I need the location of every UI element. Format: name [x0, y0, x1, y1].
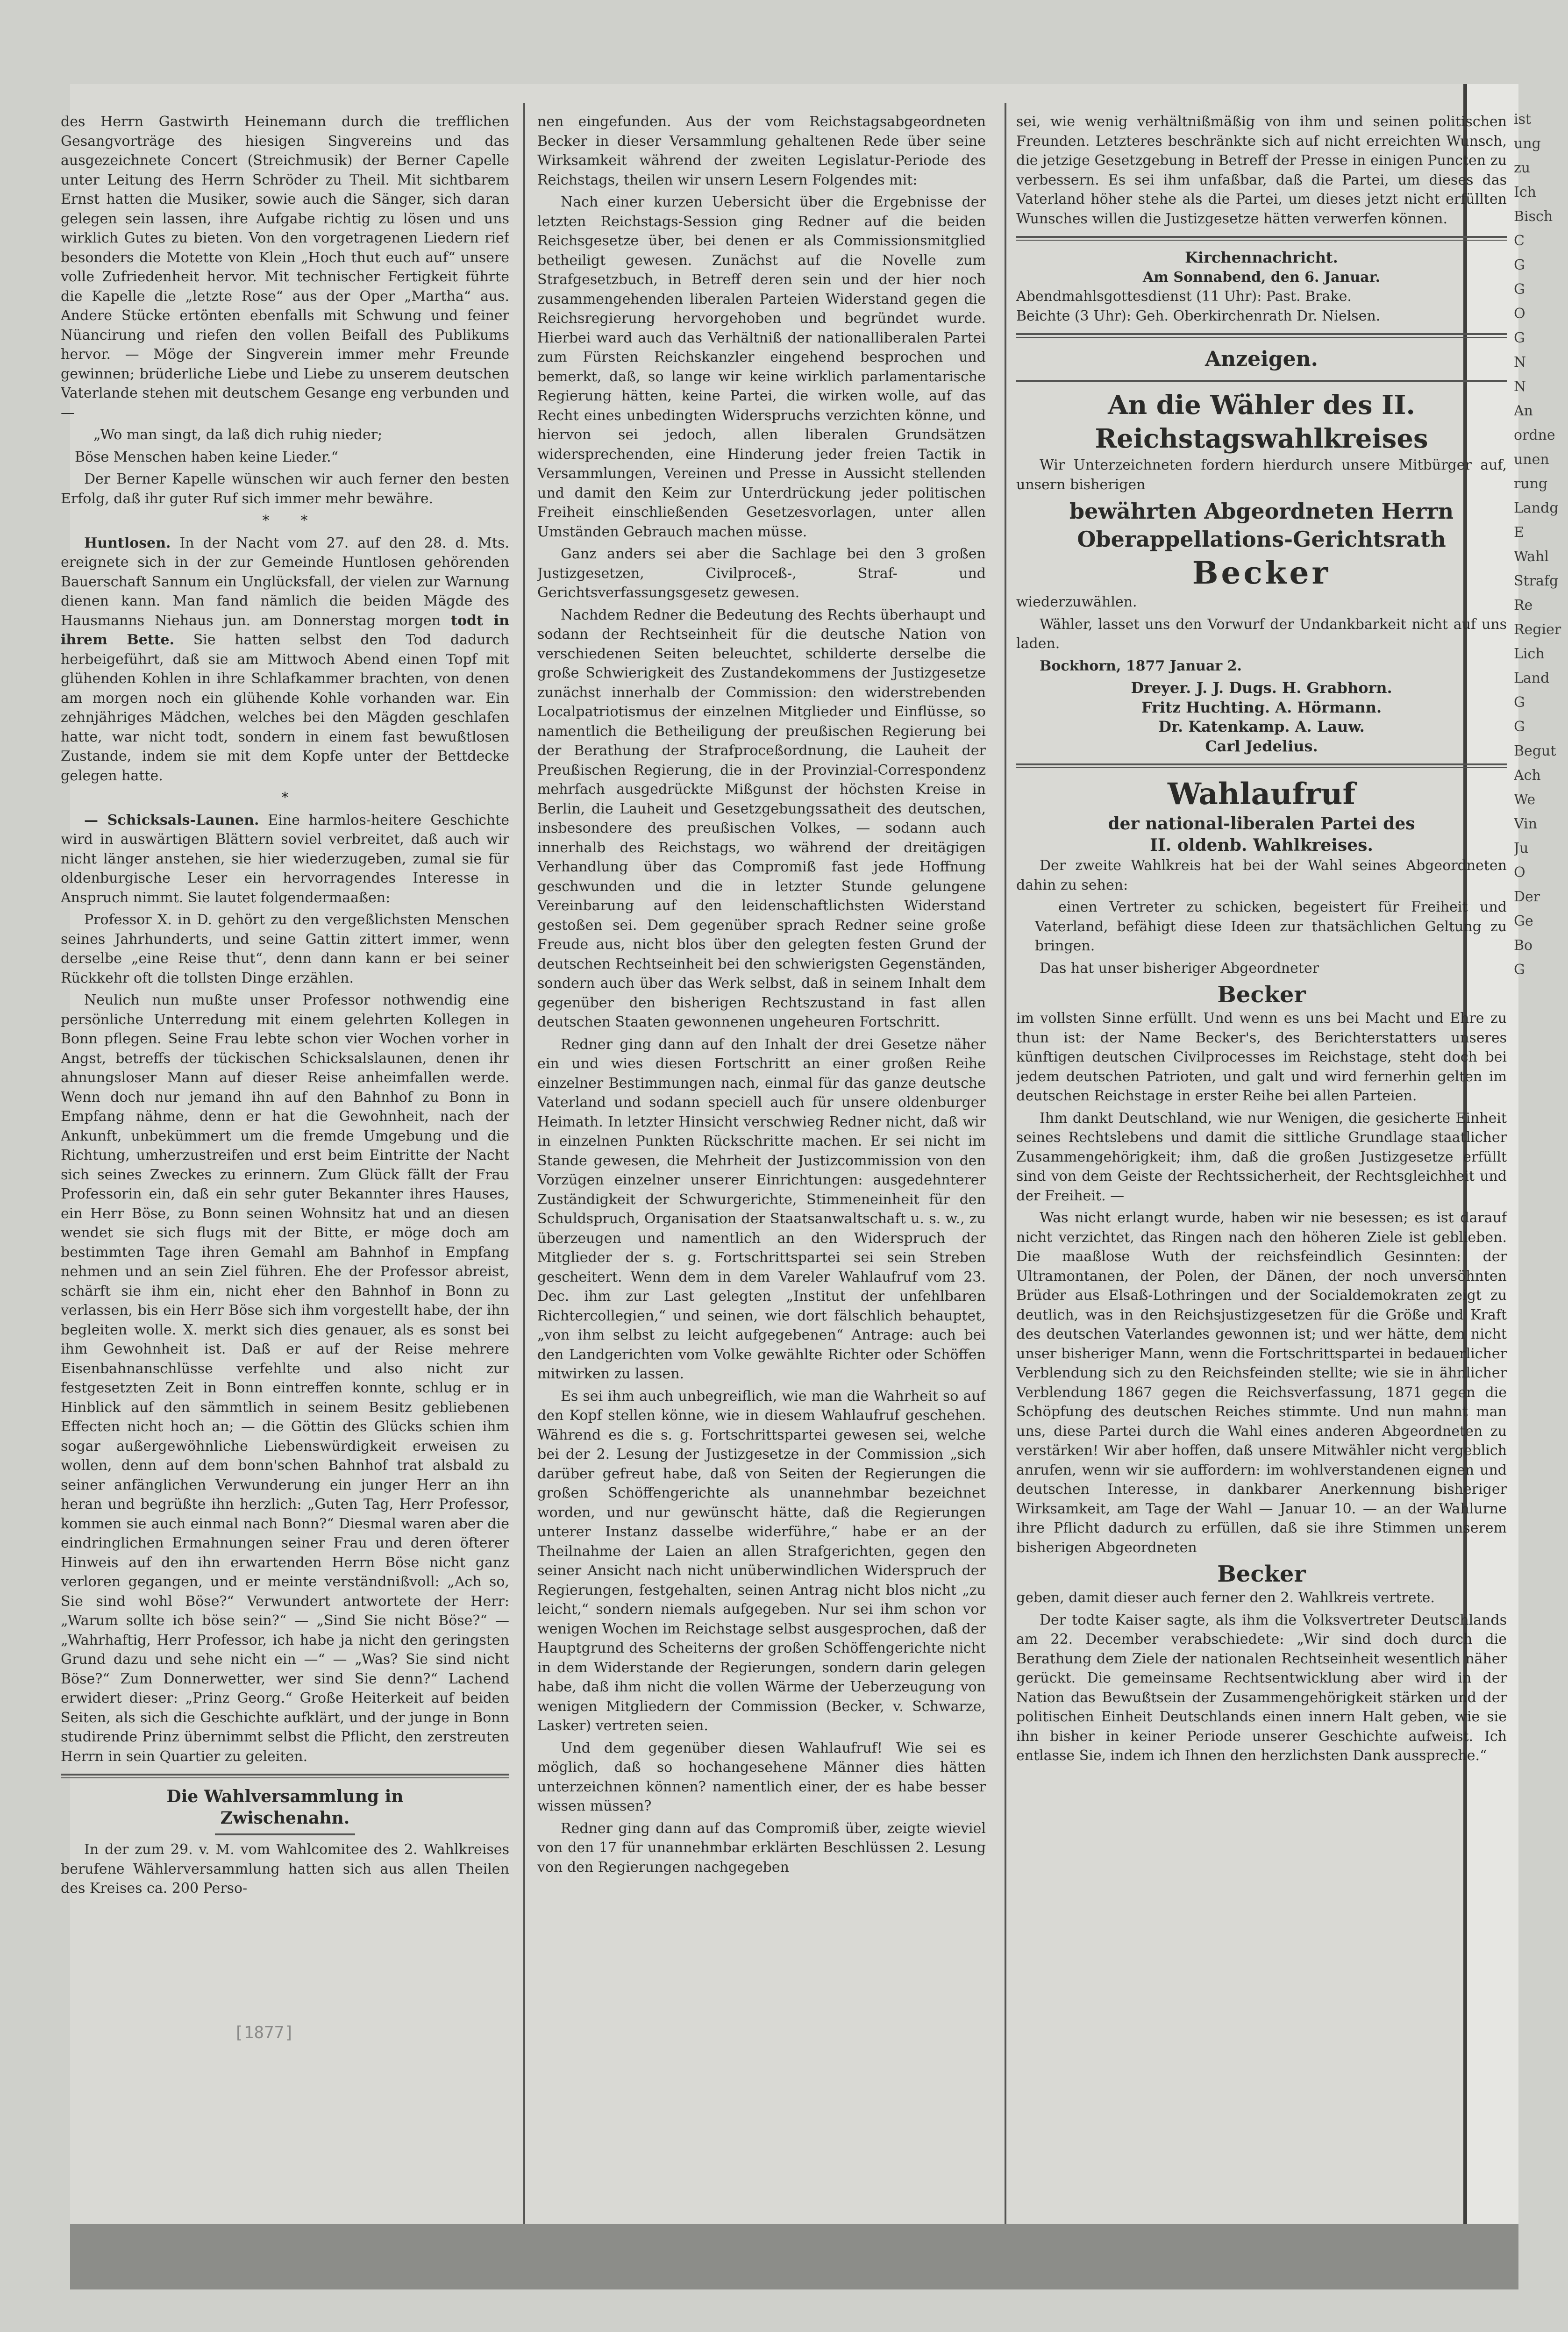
fragment-word: Ach	[1514, 767, 1541, 784]
news-item: Huntlosen. In der Nacht vom 27. auf den 28. d. Mts. ereignete sich in der zur Gemeinde Huntlosen gehörenden Bauerschaft Sannum ein Unglücksfall, der vielen zur Warnung dienen kann. Man fand nämlich die beiden Mägde des Hausmanns Niehaus jun. am Donnerstag morgen todt in ihrem Bette. Sie hatten selbst den Tod dadurch herbeigeführt, daß sie am Mittwoch Abend einen Topf mit glühenden Kohlen in ihre Schlafkammer brachten, von denen am morgen noch ein glühende Kohle vorhanden war. Ein zehnjähriges Mädchen, welches bei den Mägden geschlafen hatte, war nicht todt, sondern in einem fast bewußtlosen Zustande, indem sie mit dem Kopfe unter der Bettdecke gelegen hatte.	[61, 535, 509, 784]
column-1	[61, 112, 509, 2243]
ad-signatures: Carl Jedelius.	[1205, 737, 1318, 755]
fragment-word: We	[1514, 792, 1536, 808]
next-page-fragments	[1514, 107, 1565, 2210]
article-text: Nach einer kurzen Uebersicht über die Ergebnisse der letzten Reichstags-Session ging Redner auf die beiden Reichsgesetze über, bei denen er als Commissionsmitglied betheiligt gewesen. Zunächst auf die Novelle zum Strafgesetzbuch, in Betreff deren sein und der hier noch zusammengehenden liberalen Parteien Widerstand gegen die Reichsregierung hervorgehoben und begründet wurde. Hierbei ward auch das Verhältniß der nationalliberalen Partei zum Fürsten Reichskanzler eingehend besprochen und bemerkt, daß, so lange wir keine wirklich parlamentarische Regierung hätten, keine Partei, die wirken wolle, auf das Recht eines unbedingten Widerspruchs verzichten könne, und hiervon sei jedoch, allen liberalen Grundsätzen widersprechenden, eine Hinderung jeder freien Tactik in Versammlungen, Vereinen und Presse in Aussicht stellenden und damit den Keim zur Unterdrückung jeder politischen Freiheit einschließenden Gesetzesvorlagen, unter allen Umständen Gebrauch machen müsse.	[537, 194, 986, 540]
ad-text: im vollsten Sinne erfüllt. Und wenn es uns bei Macht und Ehre zu thun ist: der Name Becker's, des Berichterstatters unseres künftigen deutschen Civilprocesses im Reichstage, steht doch bei jedem deutschen Patrioten, und galt und wird fernerhin gelten im deutschen Reichstage in erster Reihe bei allen Parteien.	[1016, 1010, 1507, 1104]
fragment-word: O	[1514, 306, 1525, 322]
ad-candidate-name: Becker	[1217, 1561, 1306, 1587]
ad-subheadline: der national-liberalen Partei des	[1108, 814, 1415, 834]
fragment-word: Landg	[1514, 500, 1559, 516]
church-notice-title: Kirchennachricht.	[1185, 249, 1338, 266]
fragment-word: O	[1514, 864, 1525, 881]
fragment-word: G	[1514, 962, 1525, 978]
ad-headline: Reichstagswahlkreises	[1095, 423, 1428, 454]
poem-line: „Wo man singt, da laß dich ruhig nieder;	[93, 427, 383, 443]
section-rule	[61, 1774, 509, 1778]
fragment-word: Bisch	[1514, 208, 1553, 225]
ads-heading: Anzeigen.	[1205, 347, 1318, 371]
ad-place-date: Bockhorn, 1877 Januar 2.	[1040, 657, 1242, 674]
article-heading: Die Wahlversammlung in	[166, 1787, 404, 1806]
fragment-word: G	[1514, 694, 1525, 711]
ad-headline: Wahlaufruf	[1168, 777, 1355, 812]
fragment-word: G	[1514, 281, 1525, 298]
ad-signatures: Fritz Huchting. A. Hörmann.	[1141, 698, 1382, 716]
ad-text: Der todte Kaiser sagte, als ihm die Volksvertreter Deutschlands am 22. December verabschiedete: „Wir sind doch durch die Berathung dem Ziele der nationalen Rechtseinheit wesentlich näher gerückt. Die gemeinsame Rechtsentwicklung aber wird in der Nation das Bewußtsein der Zusammengehörigkeit stärken und der politischen Einheit Deutschlands einen innern Halt geben, wie sie ihn bisher in keiner Periode unserer Geschichte aufweist. Ich entlasse Sie, indem ich Ihnen den herzlichsten Dank ausspreche.“	[1016, 1612, 1507, 1764]
column-rule-2	[1005, 103, 1006, 2224]
fragment-word: Ge	[1514, 913, 1533, 929]
fragment-word: N	[1514, 378, 1526, 395]
fragment-word: zu	[1514, 160, 1531, 176]
fragment-word: Ich	[1514, 184, 1536, 200]
ad-candidate-name: Becker	[1217, 982, 1306, 1008]
column-3	[1016, 112, 1507, 2243]
article-text: des Herrn Gastwirth Heinemann durch die trefflichen Gesangvorträge des hiesigen Singvereins und das ausgezeichnete Concert (Streichmusik) der Berner Capelle unter Leitung des Herrn Schröder zu Theil. Mit sichtbarem Ernst hatten die Musiker, sowie auch die Sänger, sich daran gelegen sein lassen, ihre Aufgabe richtig zu lösen und uns wirklich Gutes zu bieten. Von den vorgetragenen Liedern rief besonders die Motette von Klein „Hoch thut euch auf“ unsere volle Zufriedenheit hervor. Mit technischer Fertigkeit führte die Kapelle die „letzte Rose“ aus der Oper „Martha“ aus. Andere Stücke ertönten ebenfalls mit Schwung und feiner Nüancirung und riefen den vollen Beifall des Publikums hervor. — Möge der Singverein immer mehr Freunde gewinnen; brüderliche Liebe und Liebe zu unserem deutschen Vaterlande stehen mit deutschem Gesange eng verbunden und —	[61, 114, 509, 421]
fragment-word: Lich	[1514, 646, 1545, 662]
fragment-word: G	[1514, 330, 1525, 346]
ad-text: Wir Unterzeichneten fordern hierdurch unsere Mitbürger auf, unsern bisherigen	[1016, 457, 1507, 493]
ad-rule	[1016, 380, 1507, 382]
ad-subheadline: II. oldenb. Wahlkreises.	[1150, 835, 1373, 855]
news-item: — Schicksals-Launen. Eine harmlos-heitere Geschichte wird in auswärtigen Blättern soviel verbreitet, daß auch wir nicht länger anstehen, sie hier wiederzugeben, zumal sie für oldenburgische Leser ein hervorragendes Interesse in Anspruch nimmt. Sie lautet folgendermaaßen:	[61, 812, 509, 906]
fragment-word: C	[1514, 233, 1525, 249]
article-text: Ganz anders sei aber die Sachlage bei den 3 großen Justizgesetzen, Civilproceß-, Straf- und Gerichtsverfassungsgesetz gewesen.	[537, 546, 986, 601]
article-text: Redner ging dann auf das Compromiß über, zeigte wieviel von den 17 für unannehmbar erklärten Beschlüssen 2. Lesung von den Regierungen nachgegeben	[537, 1820, 986, 1876]
ad-candidate-name: Becker	[1192, 555, 1331, 591]
archive-stamp: [1877]	[234, 2023, 295, 2042]
ad-text: Wähler, lasset uns den Vorwurf der Undankbarkeit nicht auf uns laden.	[1016, 616, 1507, 652]
asterism: * *	[262, 513, 308, 529]
fragment-word: unen	[1514, 451, 1549, 468]
fragment-word: Ju	[1514, 840, 1529, 856]
article-text: Es sei ihm auch unbegreiflich, wie man die Wahrheit so auf den Kopf stellen könne, wie in diesem Wahlaufruf geschehen. Während es die s. g. Fortschrittspartei gewesen sei, welche bei der 2. Lesung der Justizgesetze in der Commission „sich darüber gefreut habe, daß von Seiten der Regierungen die großen Schöffengerichte als unannehmbar bezeichnet worden, und nur gewünscht hätte, daß die Regierungen unterer Instanz dasselbe widerführe,“ habe er an der Theilnahme der Laien an allen Strafgerichten, gegen den seiner Ansicht nach nicht unüberwindlichen Widerspruch der Regierungen, festgehalten, seinen Antrag nicht blos nicht „zu leicht,“ sondern niemals aufgegeben. Nur sei ihm schon vor wenigen Wochen im Reichstage selbst ausgesprochen, daß der Hauptgrund des Scheiterns der großen Schöffengerichte nicht in dem Widerstande der Regierungen, sondern darin gelegen habe, daß ihm nicht die vollen Wärme der Ueberzeugung von wenigen Mitgliedern der Commission (Becker, v. Schwarze, Lasker) vertreten seien.	[537, 1388, 986, 1734]
fragment-word: Der	[1514, 889, 1540, 905]
fragment-word: N	[1514, 354, 1526, 371]
article-text: Nachdem Redner die Bedeutung des Rechts überhaupt und sodann der Rechtseinheit für die deutsche Nation von verschiedenen Seiten beleuchtet, schilderte derselbe die große Schwierigkeit des Zustandekommens der Justizgesetze zunächst innerhalb der Commission: den widerstrebenden Localpatriotismus der einzelnen Mitglieder und Einflüsse, so namentlich die Betheiligung der preußischen Regierung bei der Berathung der Strafproceßordnung, die Lauheit der Preußischen Regierung, die in der Provinzial-Correspondenz mehrfach ausgedrückte Mißgunst der höchsten Kreise in Berlin, die Lauheit und Gesetzgebungssatheit des deutschen, insbesondere des preußischen Volkes, — sodann auch innerhalb des Reichstags, wo während der dreitägigen Verhandlung über das Compromiß fast jede Hoffnung geschwunden und die in letzter Stunde gelungene Vereinbarung auf den leidenschaftlichsten Widerstand gestoßen sei. Dem gegenüber sprach Redner seine große Freude aus, nicht blos über den gelegten festen Grund der deutschen Rechtseinheit bei den schwierigsten Gegenständen, sondern auch über das Werk selbst, daß in seinem Inhalt dem gegenüber den bisherigen Rechtszustand in fast allen deutschen Staaten gewonnenen ungeheuren Fortschritt.	[537, 606, 986, 1030]
fragment-word: ist	[1514, 111, 1532, 128]
ad-signatures: Dreyer. J. J. Dugs. H. Grabhorn.	[1131, 679, 1392, 697]
fragment-word: Vin	[1514, 816, 1538, 832]
article-text: sei, wie wenig verhältnißmäßig von ihm und seinen politischen Freunden. Letzteres beschränkte sich auf nicht erreichten Wunsch, die jetzige Gesetzgebung in Betreff der Presse in einigen Puncten zu verbessern. Es sei ihm unfaßbar, daß die Partei, um dieses das Vaterland höher stehe als die Partei, um dieses jetzt nicht erfüllten Wunsches willen die Justizgesetze hätten verwerfen können.	[1016, 114, 1507, 227]
ad-headline: An die Wähler des II.	[1108, 390, 1415, 421]
ad-text: einen Vertreter zu schicken, begeistert für Freiheit und Vaterland, befähigt diese Ideen zur thatsächlichen Geltung zu bringen.	[1035, 899, 1507, 954]
ad-signatures: Dr. Katenkamp. A. Lauw.	[1158, 718, 1365, 735]
fragment-word: Begut	[1514, 743, 1556, 759]
column-2	[537, 112, 986, 2243]
church-notice-date: Am Sonnabend, den 6. Januar.	[1142, 269, 1381, 285]
fragment-word: ordne	[1514, 427, 1555, 443]
column-rule-1	[523, 103, 525, 2224]
ad-text: Was nicht erlangt wurde, haben wir nie besessen; es ist darauf nicht verzichtet, das Ringen nach den höheren Ziele ist geblieben. Die maaßlose Wuth der reichsfeindlich Gesinnten: der Ultramontanen, der Polen, der Dänen, der noch unversöhnten Brüder aus Elsaß-Lothringen und der Socialdemokraten zeigt zu deutlich, was in den Reichsjustizgesetzen für die Größe und Kraft des deutschen Vaterlandes gewonnen ist; und wer hätte, dem nicht unser bisheriger Mann, wenn die Fortschrittspartei in bedauerlicher Verblendung sich zu den Reichsfeinden stellte; wie sie in ähnlicher Verblendung 1867 gegen die Reichsverfassung, 1871 gegen die Schöpfung des deutschen Reiches stimmte. Und nun mahnt man uns, diese Partei durch die Wahl eines anderen Abgeordneten zu verstärken! Wir aber hoffen, daß unsere Mitwähler nicht vergeblich anrufen, wenn wir sie auffordern: im wohlverstandenen eignen und deutschen Interesse, in dankbarer Anerkennung bisheriger Wirksamkeit, am Tage der Wahl — Januar 10. — an der Wahlurne ihre Pflicht dadurch zu erfüllen, daß sie ihre Stimmen unserem bisherigen Abgeordneten	[1016, 1210, 1507, 1556]
article-text: Professor X. in D. gehört zu den vergeßlichsten Menschen seines Jahrhunderts, und seine Gattin zittert immer, wenn derselbe „eine Reise thut“, denn dann kann er bei seiner Rückkehr oft die tollsten Dinge erzählen.	[61, 912, 509, 986]
short-rule	[215, 1833, 355, 1835]
fragment-word: rung	[1514, 476, 1548, 492]
news-item-lead: — Schicksals-Launen.	[84, 812, 259, 828]
fragment-word: Land	[1514, 670, 1550, 686]
ad-subheadline: Oberappellations-Gerichtsrath	[1077, 527, 1446, 552]
ad-text: geben, damit dieser auch ferner den 2. Wahlkreis vertrete.	[1016, 1590, 1435, 1606]
article-heading: Zwischenahn.	[220, 1808, 350, 1828]
article-text: Redner ging dann auf den Inhalt der drei Gesetze näher ein und wies diesen Fortschritt an einer großen Reihe einzelner Bestimmungen nach, einmal für das ganze deutsche Vaterland und sodann speciell auch für unsere oldenburger Heimath. In letzter Hinsicht verschwieg Redner nicht, daß wir in einzelnen Punkten Rückschritte machen. Er sei nicht im Stande gewesen, die Mehrheit der Justizcommission von den Vorzügen einzelner unserer Einrichtungen: ausgedehnterer Zuständigkeit der Schwurgerichte, Stimmeneinheit für den Schuldspruch, Organisation der Staatsanwaltschaft u. s. w., zu überzeugen und namentlich an den Widerspruch der Mitglieder der s. g. Fortschrittspartei sei sein Streben gescheitert. Wenn dem in dem Vareler Wahlaufruf vom 23. Dec. ihm zur Last gelegten „Institut der unfehlbaren Richtercollegien,“ und seinen, wie dort fälschlich behauptet, „von ihm selbst zu leicht aufgegebenen“ Antrage: auch bei den Landgerichten vom Volke gewählte Richter oder Schöffen mitwirken zu lassen.	[537, 1036, 986, 1382]
church-notice-line: Beichte (3 Uhr): Geh. Oberkirchenrath Dr. Nielsen.	[1016, 307, 1381, 324]
section-rule	[1016, 333, 1507, 338]
article-text: Und dem gegenüber diesen Wahlaufruf! Wie sei es möglich, daß so hochangesehene Männer dies hätten unterzeichnen können? namentlich einer, der es habe besser wissen müssen?	[537, 1740, 986, 1814]
fragment-word: Strafg	[1514, 573, 1559, 589]
article-text: Neulich nun mußte unser Professor nothwendig eine persönliche Unterredung mit einem gelehrten Kollegen in Bonn pflegen. Seine Frau lebte schon vier Wochen vorher in Angst, betreffs der tückischen Schicksalslaunen, denen ihr ahnungsloser Mann auf dieser Reise anheimfallen werde. Wenn doch nur jemand ihn auf den Bahnhof zu Bonn in Empfang nähme, denn er hat die Gewohnheit, nach der Ankunft, unbekümmert um die fremde Umgebung und die Richtung, umherzustreifen und erst beim Eintritte der Nacht sich seines Zweckes zu erinnern. Zum Glück fällt der Frau Professorin ein, daß ein sehr guter Bekannter ihres Hauses, ein Herr Böse, zu Bonn seinen Wohnsitz hat und an diesen wendet sie sich flugs mit der Bitte, er möge doch am bestimmten Tage ihren Gemahl am Bahnhof in Empfang nehmen und an sein Ziel führen. Ehe der Professor abreist, schärft sie ihm ein, nicht eher den Bahnhof in Bonn zu verlassen, bis ein Herr Böse sich ihm vorgestellt habe, der ihn begleiten wolle. X. merkt sich dies genauer, als es sonst bei ihm Gewohnheit ist. Daß er auf der Reise mehrere Eisenbahnanschlüsse verfehlte und also nicht zur festgesetzten Zeit in Bonn eintreffen konnte, schlug er in Hinblick auf den sämmtlich in seinem Besitz gebliebenen Effecten nicht hoch an; — die Göttin des Glücks schien ihm sogar außergewöhnliche Liebenswürdigkeit erweisen zu wollen, denn auf dem bonn'schen Bahnhof trat alsbald zu seiner anfänglichen Verwunderung ein junger Herr an ihn heran und begrüßte ihn herzlich: „Guten Tag, Herr Professor, kommen sie auch einmal nach Bonn?“ Diesmal waren aber die eindringlichen Ermahnungen seiner Frau und deren öfterer Hinweis auf den ihn erwartenden Herrn Böse nicht ganz verloren gegangen, und er meinte verständnißvoll: „Ach so, Sie sind wohl Böse?“ Verwundert antwortete der Herr: „Warum sollte ich böse sein?“ — „Sind Sie nicht Böse?“ — „Wahrhaftig, Herr Professor, ich habe ja nicht den geringsten Grund dazu und sehe nicht ein —“ — „Was? Sie sind nicht Böse?“ Zum Donnerwetter, wer sind Sie denn?“ Lachend erwidert dieser: „Prinz Georg.“ Große Heiterkeit auf beiden Seiten, als sich die Geschichte aufklärt, und der junge in Bonn studirende Prinz übernimmt selbst die Pflicht, den zerstreuten Herrn in sein Quartier zu geleiten.	[61, 992, 509, 1765]
fragment-word: G	[1514, 257, 1525, 273]
fragment-word: E	[1514, 524, 1524, 541]
ad-text: Ihm dankt Deutschland, wie nur Wenigen, die gesicherte Einheit seines Rechtslebens und damit die sittliche Grundlage staatlicher Zusammengehörigkeit; ihm, daß die großen Justizgesetze erfüllt sind von dem Geiste der Rechtssicherheit, der Rechtsgleichheit und der Freiheit. —	[1016, 1110, 1507, 1204]
fragment-word: Regier	[1514, 621, 1561, 638]
article-text: Der Berner Kapelle wünschen wir auch ferner den besten Erfolg, daß ihr guter Ruf sich immer mehr bewähre.	[61, 471, 509, 507]
news-item-lead: Huntlosen.	[84, 535, 171, 551]
fragment-word: G	[1514, 719, 1525, 735]
fragment-word: Wahl	[1514, 549, 1549, 565]
section-rule	[1016, 236, 1507, 241]
ad-text: wiederzuwählen.	[1016, 594, 1137, 610]
article-text: nen eingefunden. Aus der vom Reichstagsabgeordneten Becker in dieser Versammlung gehaltenen Rede über seine Wirksamkeit während der zweiten Legislatur-Periode des Reichstags, theilen wir unsern Lesern Folgendes mit:	[537, 114, 986, 188]
ad-text: Das hat unser bisheriger Abgeordneter	[1040, 960, 1319, 977]
asterism: *	[281, 790, 289, 806]
fragment-word: Re	[1514, 597, 1533, 613]
ad-subheadline: bewährten Abgeordneten Herrn	[1069, 499, 1454, 524]
fragment-word: ung	[1514, 135, 1541, 152]
church-notice-line: Abendmahlsgottesdienst (11 Uhr): Past. Brake.	[1016, 288, 1352, 305]
fragment-word: Bo	[1514, 937, 1533, 954]
ad-rule	[1016, 763, 1507, 768]
poem-line: Böse Menschen haben keine Lieder.“	[75, 449, 339, 465]
ad-text: Der zweite Wahlkreis hat bei der Wahl seines Abgeordneten dahin zu sehen:	[1016, 857, 1507, 893]
article-text: In der zum 29. v. M. vom Wahlcomitee des 2. Wahlkreises berufene Wählerversammlung hatten sich aus allen Theilen des Kreises ca. 200 Perso-	[61, 1841, 509, 1897]
fragment-word: An	[1514, 403, 1533, 419]
